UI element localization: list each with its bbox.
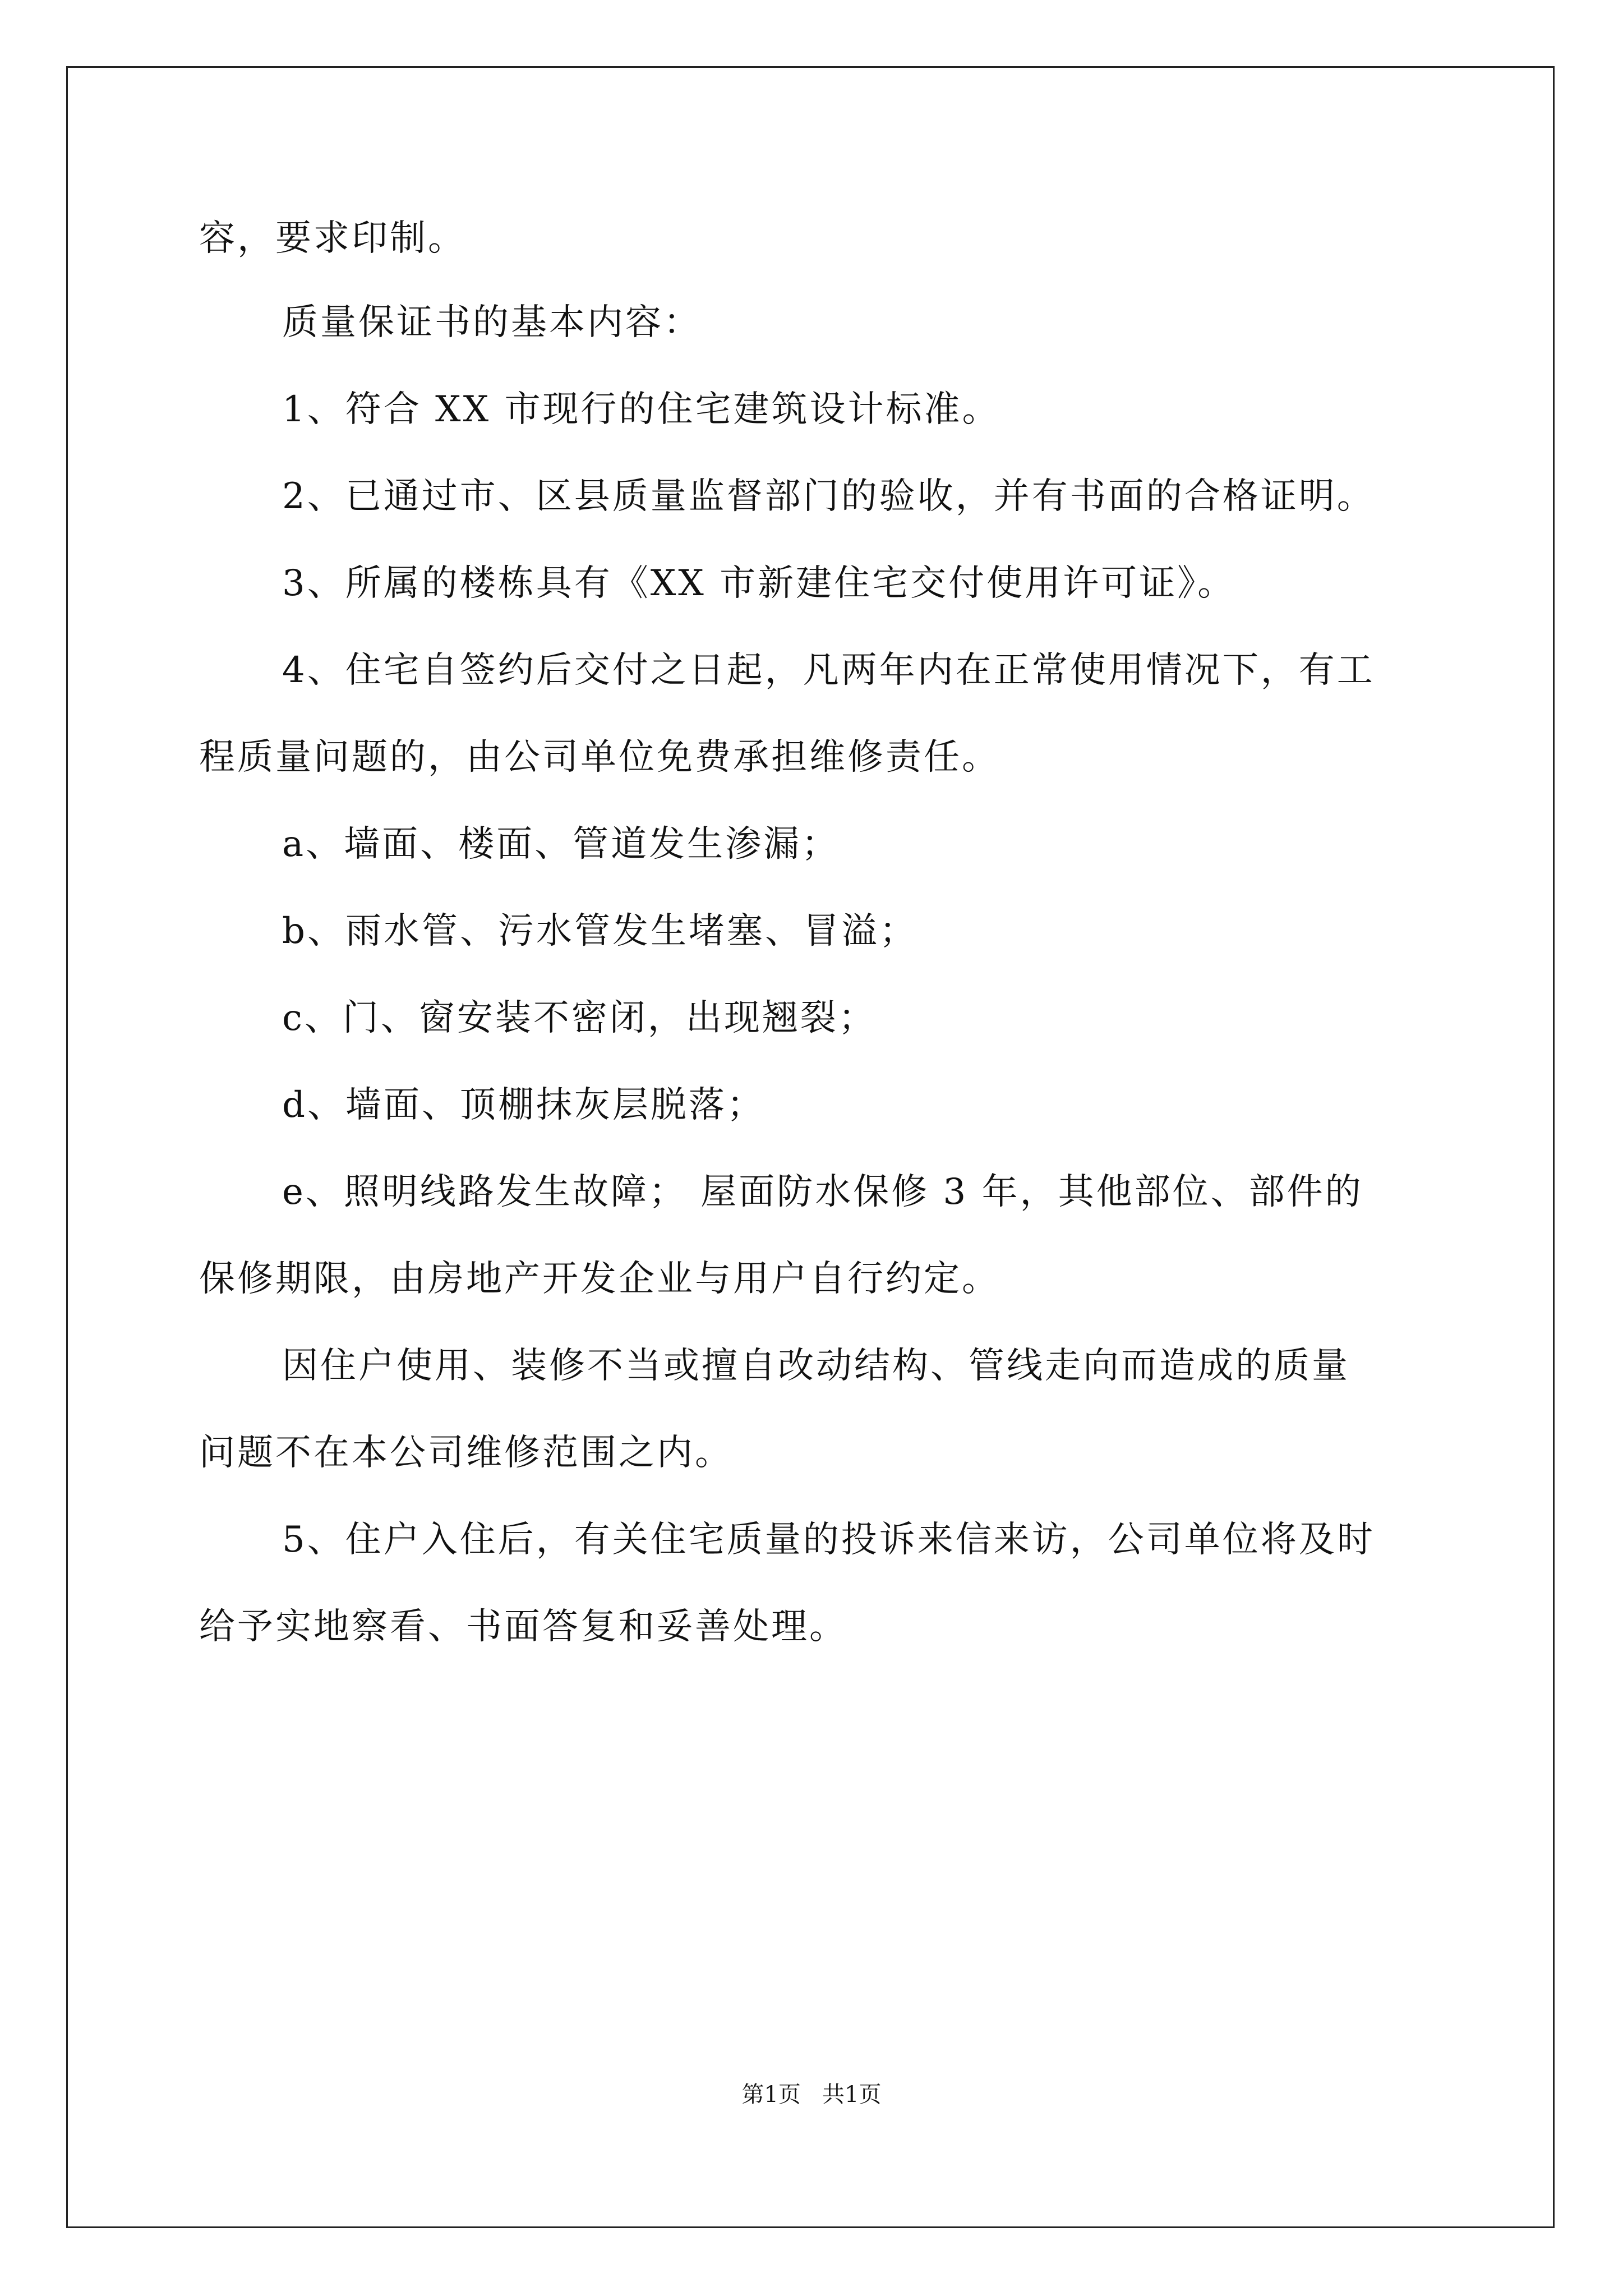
text-line: c、门、窗安装不密闭，出现翘裂； bbox=[282, 997, 877, 1039]
text-line: 2、已通过市、区县质量监督部门的验收，并有书面的合格证明。 bbox=[282, 476, 1375, 517]
text-line: 3、所属的楼栋具有《XX 市新建住宅交付使用许可证》。 bbox=[282, 563, 1236, 604]
text-line: 因住户使用、装修不当或擅自改动结构、管线走向而造成的质量 bbox=[282, 1345, 1350, 1387]
page-number-footer: 第1页 共1页 bbox=[741, 2082, 882, 2108]
text-line: 5、住户入住后，有关住宅质量的投诉来信来访，公司单位将及时 bbox=[282, 1519, 1375, 1561]
text-line: 给予实地察看、书面答复和妥善处理。 bbox=[199, 1606, 847, 1648]
text-line: 质量保证书的基本内容： bbox=[282, 302, 702, 343]
text-line: 1、符合 XX 市现行的住宅建筑设计标准。 bbox=[282, 389, 1000, 430]
text-line: a、墙面、楼面、管道发生渗漏； bbox=[282, 823, 840, 865]
text-line: 问题不在本公司维修范围之内。 bbox=[199, 1432, 733, 1474]
text-line: 4、住宅自签约后交付之日起，凡两年内在正常使用情况下，有工 bbox=[282, 650, 1375, 691]
text-line: 容，要求印制。 bbox=[199, 218, 466, 259]
text-line: 保修期限，由房地产开发企业与用户自行约定。 bbox=[199, 1258, 1000, 1300]
text-line: e、照明线路发生故障； 屋面防水保修 3 年，其他部位、部件的 bbox=[282, 1171, 1363, 1213]
text-line: b、雨水管、污水管发生堵塞、冒溢； bbox=[282, 910, 917, 952]
text-line: d、墙面、顶棚抹灰层脱落； bbox=[282, 1084, 765, 1126]
text-line: 程质量问题的，由公司单位免费承担维修责任。 bbox=[199, 737, 1000, 778]
